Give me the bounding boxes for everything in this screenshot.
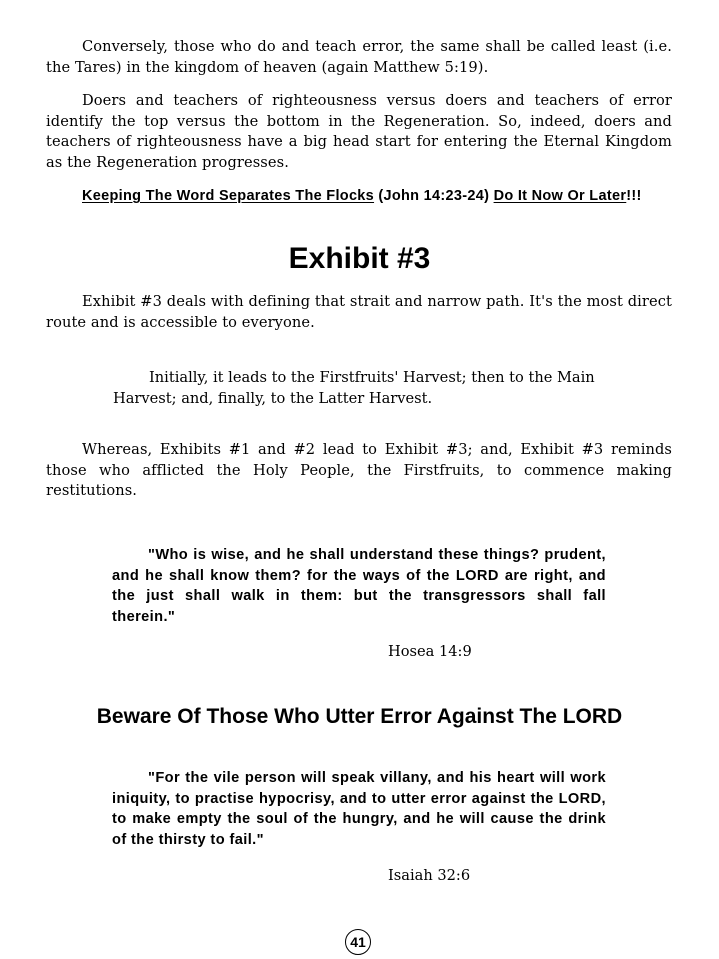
heading-beware: Beware Of Those Who Utter Error Against The LORD: [96, 705, 623, 728]
paragraph-doers-and-teachers: Doers and teachers of righteousness versus doers and teachers of error identify the top versus the bottom in the Regeneration. So, indeed, doers and teachers of righteousness have a big head start for entering the Eternal Kingdom as the Regeneration progresses.: [46, 92, 672, 171]
emphasis-exclaim: !!!: [626, 188, 642, 204]
page-number-badge: 41: [345, 929, 371, 955]
emphasis-keeping-the-word: [46, 186, 672, 207]
paragraph-whereas-exhibits: Whereas, Exhibits #1 and #2 lead to Exhibit #3; and, Exhibit #3 reminds those who afflicted the Holy People, the Firstfruits, to commence making restitutions.: [46, 441, 672, 499]
scripture-quote-isaiah: "For the vile person will speak villany, and his heart will work iniquity, to practise hypocrisy, and to utter error against the LORD, to make empty the soul of the hungry, and he will cause the drink of the thirsty to fail.": [112, 770, 606, 848]
emphasis-underlined-1: Keeping The Word Separates The Flocks: [82, 188, 375, 204]
paragraph-conversely: Conversely, those who do and teach error, the same shall be called least (i.e. the Tares) in the kingdom of heaven (again Matthew 5:19).: [46, 38, 672, 76]
citation-hosea: Hosea 14:9: [388, 643, 472, 660]
scripture-quote-hosea: "Who is wise, and he shall understand these things? prudent, and he shall know them? for the ways of the LORD are right, and the just shall walk in them: but the transgressors shall fall therein.": [112, 547, 606, 625]
heading-exhibit-3: Exhibit #3: [288, 242, 431, 275]
paragraph-exhibit-3-defines-path: Exhibit #3 deals with defining that strait and narrow path. It's the most direct route and is accessible to everyone.: [46, 293, 672, 331]
emphasis-underlined-2: Do It Now Or Later: [493, 188, 627, 204]
emphasis-reference: (John 14:23-24): [374, 188, 494, 204]
inset-harvest-sequence: Initially, it leads to the Firstfruits' Harvest; then to the Main Harvest; and, finally, to the Latter Harvest.: [113, 369, 595, 407]
citation-isaiah: Isaiah 32:6: [388, 867, 471, 884]
